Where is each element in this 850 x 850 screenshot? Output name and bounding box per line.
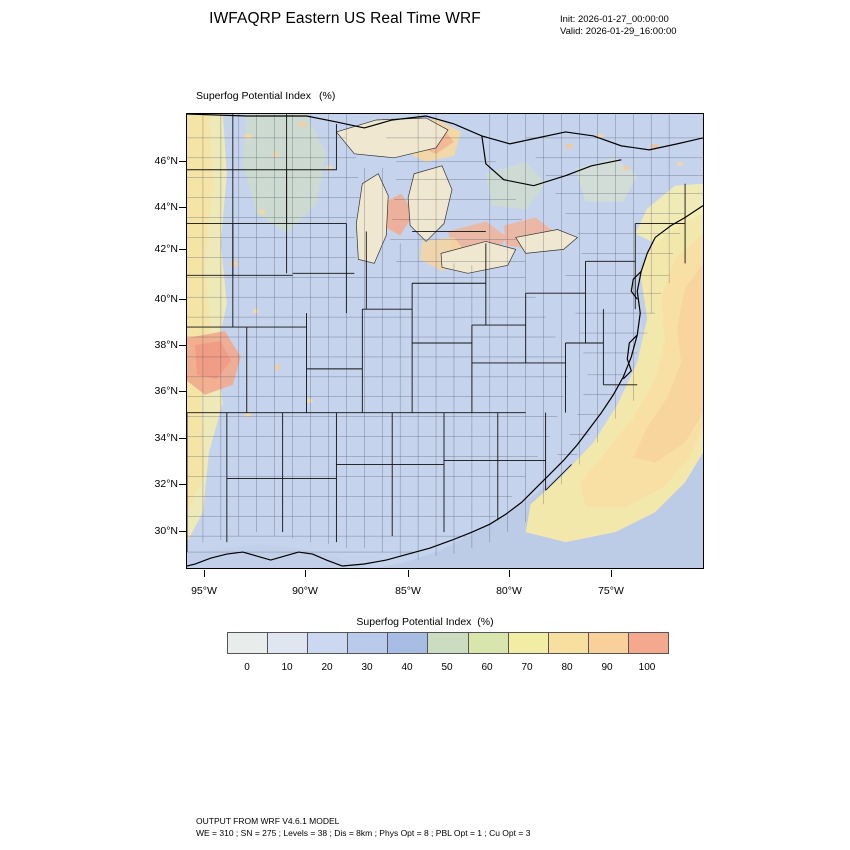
colorbar-swatch [268, 633, 308, 653]
colorbar-swatch [509, 633, 549, 653]
lon-tick-95w [204, 570, 205, 577]
plot-subtitle-text: Superfog Potential Index [196, 90, 311, 102]
model-output-footer [196, 816, 530, 839]
colorbar-tick-labels [227, 662, 669, 676]
colorbar-tick: 100 [638, 662, 656, 673]
colorbar-tick: 10 [281, 662, 293, 673]
colorbar-swatch [308, 633, 348, 653]
lat-label-44n: 44°N [154, 201, 178, 213]
lon-label-85w: 85°W [395, 585, 421, 597]
lat-label-36n: 36°N [154, 385, 178, 397]
lat-tick-44n [179, 207, 186, 208]
lon-label-90w: 90°W [292, 585, 318, 597]
colorbar-tick: 80 [561, 662, 573, 673]
valid-time: Valid: 2026-01-29_16:00:00 [560, 26, 677, 37]
lat-tick-30n [179, 531, 186, 532]
lat-tick-40n [179, 299, 186, 300]
colorbar-tick: 30 [361, 662, 373, 673]
lat-tick-42n [179, 249, 186, 250]
model-run-info [560, 14, 677, 38]
colorbar-title-units: (%) [477, 616, 494, 628]
lon-tick-90w [305, 570, 306, 577]
footer-line-2: WE = 310 ; SN = 275 ; Levels = 38 ; Dis = 8km ; Phys Opt = 8 ; PBL Opt = 1 ; Cu Opt = 3 [196, 827, 531, 838]
colorbar-tick: 0 [244, 662, 250, 673]
colorbar-tick: 90 [601, 662, 613, 673]
colorbar-tick: 20 [321, 662, 333, 673]
lat-label-32n: 32°N [154, 478, 178, 490]
lat-label-46n: 46°N [154, 155, 178, 167]
map-canvas [187, 114, 703, 568]
colorbar-swatch [388, 633, 428, 653]
map-svg [187, 114, 703, 568]
colorbar-title-text: Superfog Potential Index [356, 616, 472, 628]
lon-label-95w: 95°W [191, 585, 217, 597]
lat-tick-34n [179, 438, 186, 439]
lat-tick-38n [179, 345, 186, 346]
colorbar-tick: 40 [401, 662, 413, 673]
lat-tick-36n [179, 391, 186, 392]
lat-label-34n: 34°N [154, 432, 178, 444]
colorbar-swatch [469, 633, 509, 653]
colorbar-tick: 70 [521, 662, 533, 673]
colorbar-tick: 50 [441, 662, 453, 673]
colorbar-swatch [549, 633, 589, 653]
lon-tick-75w [611, 570, 612, 577]
colorbar-swatch [589, 633, 629, 653]
lon-label-80w: 80°W [496, 585, 522, 597]
colorbar-swatch [228, 633, 268, 653]
colorbar-tick: 60 [481, 662, 493, 673]
map-plot-area[interactable] [186, 113, 704, 569]
colorbar-swatch [629, 633, 668, 653]
lat-label-40n: 40°N [154, 293, 178, 305]
lat-label-42n: 42°N [154, 243, 178, 255]
plot-subtitle [196, 90, 335, 102]
init-time: Init: 2026-01-27_00:00:00 [560, 14, 669, 25]
lon-label-75w: 75°W [598, 585, 624, 597]
colorbar-title [0, 616, 850, 628]
plot-subtitle-units: (%) [319, 90, 336, 102]
lat-label-38n: 38°N [154, 339, 178, 351]
lat-tick-32n [179, 484, 186, 485]
page-title: IWFAQRP Eastern US Real Time WRF [209, 10, 481, 27]
lat-tick-46n [179, 161, 186, 162]
lon-tick-85w [408, 570, 409, 577]
colorbar[interactable] [227, 632, 669, 654]
lon-tick-80w [509, 570, 510, 577]
colorbar-swatch [348, 633, 388, 653]
lat-label-30n: 30°N [154, 525, 178, 537]
footer-line-1: OUTPUT FROM WRF V4.6.1 MODEL [196, 816, 340, 826]
colorbar-swatch [428, 633, 468, 653]
